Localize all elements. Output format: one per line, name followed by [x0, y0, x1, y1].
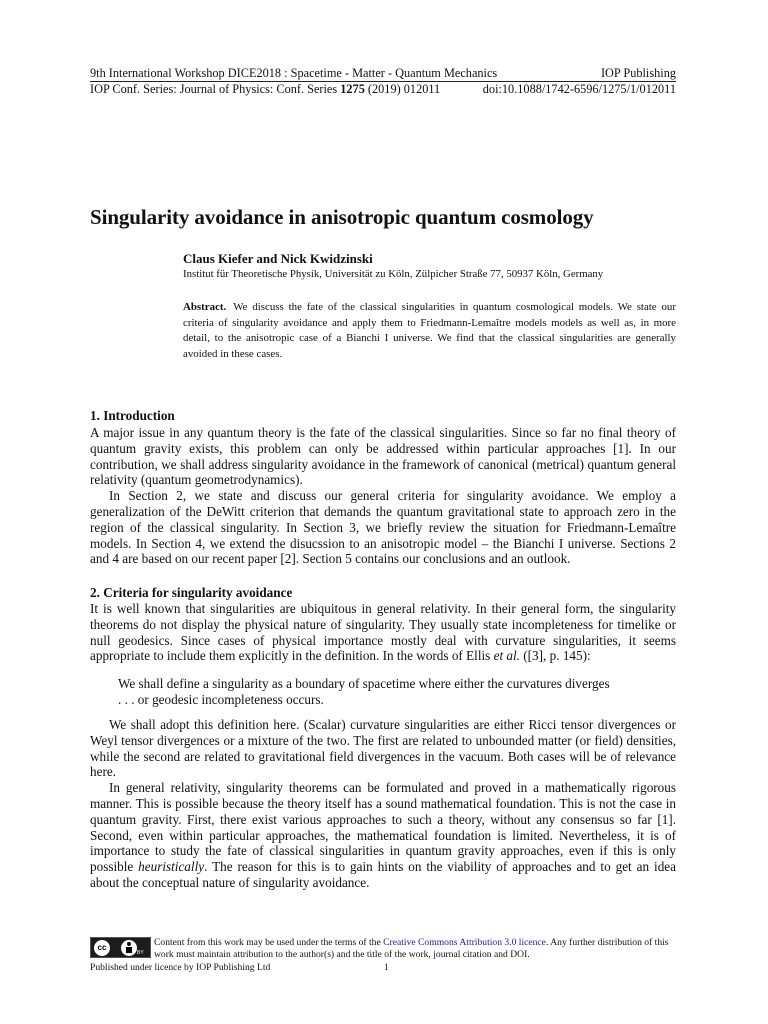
section-criteria-body: [90, 717, 676, 891]
ellis-quote: [118, 676, 678, 708]
series-volume: 1275: [340, 82, 365, 96]
page-number: 1: [384, 962, 389, 973]
abstract-label: Abstract.: [183, 301, 227, 313]
running-header-series: [90, 82, 440, 97]
attribution-person-icon: [121, 940, 137, 956]
paragraph: [90, 601, 676, 664]
paragraph: In Section 2, we state and discuss our general criteria for singularity avoidance. We employ a generalization of the DeWitt criterion that demands the quantum gravitational state to approach zero in the region of the classical singularity. In Section 3, we briefly review the situation for Friedmann-Lemaître models. In Section 4, we extend the disucssion to an anisotropic model – the Bianchi I universe. Sections 2 and 4 are based on our recent paper [2]. Section 5 contains our conclusions and an outlook.: [90, 488, 676, 567]
paragraph: We shall adopt this definition here. (Scalar) curvature singularities are either Ricci tensor divergences or Weyl tensor divergences or a mixture of the two. The first are related to unbounded matter (or field) densities, while the second are related to gravitational field divergences in the vacuum. Both cases will be of relevance here.: [90, 717, 676, 780]
paragraph-text: It is well known that singularities are ubiquitous in general relativity. In their general form, the singularity theorems do not display the physical nature of singularity. They usually state incompleteness for timelike or null geodesics. Since cases of physical importance mostly deal with curvature singularities, it seems appropriate to include them explicitly in the definition. In the words of Ellis: [90, 601, 676, 664]
quote-line: . . . or geodesic incompleteness occurs.: [118, 691, 324, 707]
paragraph-text: In general relativity, singularity theorems can be formulated and proved in a mathematically rigorous manner. This is possible because the theory itself has a sound mathematical foundation. This is not the case in quantum gravity. First, there exist various approaches to such a theory, without any consensus so far [1]. Second, even within particular approaches, the mathematical foundation is limited. Nevertheless, it is of importance to study the fate of classical singularities in quantum gravity approaches, even if this is only possible: [90, 780, 676, 875]
abstract: [183, 300, 676, 362]
section-criteria-body-intro: [90, 601, 676, 664]
license-link[interactable]: Creative Commons Attribution 3.0 licence: [383, 937, 546, 948]
running-header-publisher: IOP Publishing: [600, 66, 676, 80]
abstract-text: We discuss the fate of the classical singularities in quantum cosmological models. We state our criteria of singularity avoidance and apply them to Friedmann-Lemaître models models as well as, in more detail, to the anisotropic case of a Bianchi I universe. We find that the classical singularities are generally avoided in these cases.: [183, 301, 676, 360]
cc-by-license-badge: [90, 937, 151, 958]
cc-by-label: BY: [137, 950, 144, 956]
paragraph-text: ([3], p. 145):: [519, 648, 591, 664]
running-header-doi: doi:10.1088/1742-6596/1275/1/012011: [482, 82, 676, 96]
paragraph: A major issue in any quantum theory is the fate of the classical singularities. Since so far no final theory of quantum gravity exists, this problem can only be addressed within particular approaches [1]. In our contribution, we shall address singularity avoidance in the framework of canonical (metrical) quantum general relativity (quantum geometrodynamics).: [90, 425, 676, 488]
quote-line: We shall define a singularity as a boundary of spacetime where either the curvatures diverges: [118, 676, 610, 691]
italic-text: heuristically: [138, 859, 205, 875]
paper-title: Singularity avoidance in anisotropic quantum cosmology: [90, 205, 594, 229]
section-heading-criteria: 2. Criteria for singularity avoidance: [90, 585, 293, 600]
running-header-conference: 9th International Workshop DICE2018 : Spacetime - Matter - Quantum Mechanics: [90, 66, 498, 80]
license-notice: [154, 937, 676, 961]
license-text: . Any further distribution of this work must maintain attribution to the author(s) and the title of the work, journal citation and DOI.: [154, 937, 669, 960]
section-heading-introduction: 1. Introduction: [90, 408, 175, 423]
license-text: Content from this work may be used under the terms of the: [154, 937, 384, 948]
paragraph-text: . The reason for this is to gain hints on the viability of approaches and to get an idea about the conceptual nature of singularity avoidance.: [90, 859, 676, 890]
section-introduction-body: [90, 425, 676, 567]
italic-text: et al.: [493, 648, 520, 664]
published-by: Published under licence by IOP Publishing Ltd: [90, 962, 271, 973]
series-suffix: (2019) 012011: [364, 82, 441, 96]
creative-commons-icon: cc: [94, 940, 110, 956]
paper-authors: Claus Kiefer and Nick Kwidzinski: [183, 251, 373, 266]
paragraph: [90, 780, 676, 891]
paper-affiliation: Institut für Theoretische Physik, Universität zu Köln, Zülpicher Straße 77, 50937 Köln, Germany: [183, 268, 604, 280]
series-prefix: IOP Conf. Series: Journal of Physics: Conf. Series: [90, 82, 341, 96]
